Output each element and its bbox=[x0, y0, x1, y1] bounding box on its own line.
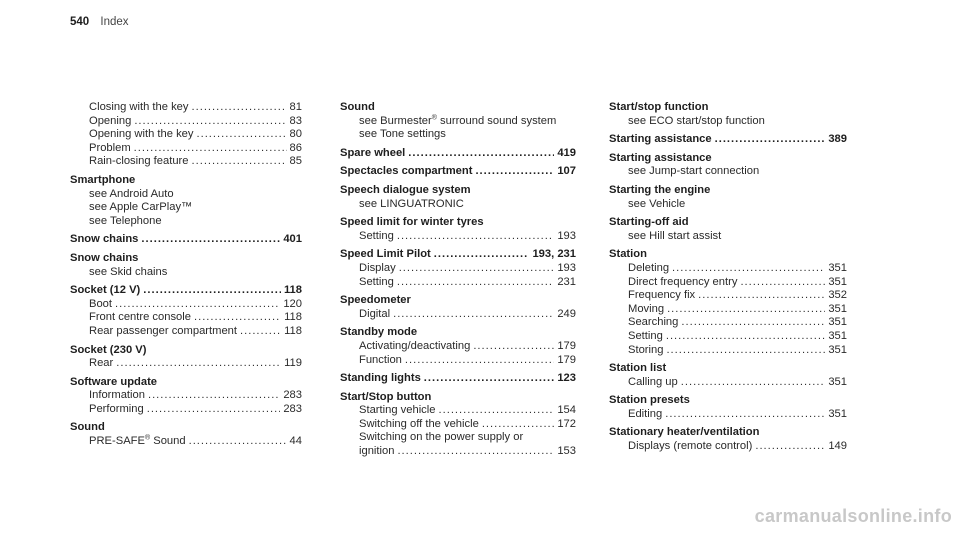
page-reference: 154 bbox=[557, 404, 576, 417]
page-reference: 172 bbox=[557, 417, 576, 430]
page-number: 540 bbox=[70, 16, 90, 28]
dot-leader bbox=[473, 340, 554, 354]
subentry-text: Information bbox=[89, 389, 145, 402]
index-heading bbox=[70, 344, 302, 358]
heading-text: Software update bbox=[70, 375, 158, 388]
heading-text: Speed limit for winter tyres bbox=[340, 216, 484, 229]
index-subentry bbox=[609, 115, 847, 129]
subentry-text: Searching bbox=[628, 316, 679, 329]
heading-text: Sound bbox=[70, 421, 105, 434]
subentry-text: see Burmester® surround sound system bbox=[359, 113, 557, 127]
page-reference: 179 bbox=[557, 353, 576, 366]
dot-leader bbox=[482, 418, 555, 432]
page-reference: 351 bbox=[828, 316, 847, 329]
index-heading bbox=[70, 284, 302, 298]
dot-leader bbox=[666, 344, 825, 358]
index-entry bbox=[609, 184, 847, 211]
index-entry bbox=[609, 426, 847, 453]
page-reference: 193, 231 bbox=[532, 248, 576, 261]
index-heading bbox=[70, 376, 302, 390]
page-reference: 419 bbox=[557, 146, 576, 159]
index-entry bbox=[70, 284, 302, 338]
index-subentry bbox=[70, 142, 302, 156]
dot-leader bbox=[115, 298, 280, 312]
index-subentry bbox=[340, 115, 576, 129]
subentry-text: see Android Auto bbox=[89, 187, 174, 200]
subentry-text: Boot bbox=[89, 297, 113, 310]
subentry-text: Performing bbox=[89, 402, 144, 415]
dot-leader bbox=[393, 308, 554, 322]
subentry-text: Opening bbox=[89, 114, 132, 127]
index-heading bbox=[70, 233, 302, 247]
heading-text: Socket (230 V) bbox=[70, 343, 147, 356]
page-reference: 351 bbox=[828, 302, 847, 315]
heading-text: Start/stop function bbox=[609, 101, 709, 113]
subentry-text: see Tone settings bbox=[359, 128, 446, 141]
subentry-text: see LINGUATRONIC bbox=[359, 197, 464, 210]
dot-leader bbox=[194, 311, 281, 325]
index-heading bbox=[340, 216, 576, 230]
index-heading bbox=[609, 248, 847, 262]
page-reference: 351 bbox=[828, 261, 847, 274]
index-subentry bbox=[340, 445, 576, 459]
dot-leader bbox=[196, 128, 286, 142]
index-entry bbox=[70, 376, 302, 417]
page-reference: 283 bbox=[283, 389, 302, 402]
page-reference: 107 bbox=[557, 165, 576, 178]
index-subentry bbox=[340, 418, 576, 432]
page-reference: 80 bbox=[289, 128, 302, 141]
dot-leader bbox=[397, 276, 554, 290]
index-heading bbox=[340, 391, 576, 405]
heading-text: Starting-off aid bbox=[609, 216, 689, 229]
index-subentry bbox=[70, 155, 302, 169]
page-reference: 118 bbox=[283, 284, 302, 297]
page-reference: 120 bbox=[283, 297, 302, 310]
heading-text: Snow chains bbox=[70, 233, 139, 246]
subentry-text: Starting vehicle bbox=[359, 404, 436, 417]
subentry-text: Frequency fix bbox=[628, 289, 696, 302]
page-reference: 193 bbox=[557, 229, 576, 242]
heading-text: Stationary heater/ventilation bbox=[609, 426, 760, 439]
index-subentry bbox=[609, 330, 847, 344]
index-heading bbox=[340, 294, 576, 308]
page-reference: 389 bbox=[828, 133, 847, 146]
page-reference: 351 bbox=[828, 407, 847, 420]
index-subentry bbox=[70, 298, 302, 312]
dot-leader bbox=[755, 440, 825, 454]
dot-leader bbox=[134, 115, 286, 129]
heading-text: Socket (12 V) bbox=[70, 284, 141, 297]
heading-text: Standing lights bbox=[340, 372, 421, 385]
dot-leader bbox=[408, 147, 554, 161]
index-entry bbox=[70, 174, 302, 228]
subentry-text: see Apple CarPlay™ bbox=[89, 201, 193, 214]
dot-leader bbox=[698, 289, 825, 303]
heading-text: Smartphone bbox=[70, 173, 136, 186]
index-subentry bbox=[609, 262, 847, 276]
heading-text: Station list bbox=[609, 362, 667, 375]
dot-leader bbox=[665, 408, 825, 422]
index-entry bbox=[70, 344, 302, 371]
heading-text: Starting the engine bbox=[609, 183, 711, 196]
subentry-text: Calling up bbox=[628, 375, 678, 388]
dot-leader bbox=[189, 435, 287, 449]
page-reference: 351 bbox=[828, 375, 847, 388]
index-subentry bbox=[609, 165, 847, 179]
dot-leader bbox=[399, 262, 555, 276]
index-subentry bbox=[340, 404, 576, 418]
dot-leader bbox=[405, 354, 554, 368]
index-subentry bbox=[340, 308, 576, 322]
dot-leader bbox=[192, 155, 287, 169]
subentry-text: Rear passenger compartment bbox=[89, 324, 237, 337]
heading-text: Snow chains bbox=[70, 251, 139, 264]
index-subentry bbox=[70, 101, 302, 115]
dot-leader bbox=[134, 142, 287, 156]
index-heading bbox=[609, 362, 847, 376]
index-heading bbox=[340, 326, 576, 340]
index-heading bbox=[609, 216, 847, 230]
watermark: carmanualsonline.info bbox=[754, 506, 952, 526]
heading-text: Starting assistance bbox=[609, 133, 712, 146]
index-entry bbox=[340, 294, 576, 321]
subentry-text: Activating/deactivating bbox=[359, 339, 471, 352]
index-entry bbox=[340, 372, 576, 386]
dot-leader bbox=[434, 248, 530, 262]
index-heading bbox=[609, 101, 847, 115]
index-heading bbox=[340, 101, 576, 115]
page-reference: 118 bbox=[284, 311, 302, 324]
page-reference: 83 bbox=[289, 114, 302, 127]
dot-leader bbox=[397, 445, 554, 459]
index-entry bbox=[340, 248, 576, 289]
index-subentry bbox=[340, 230, 576, 244]
index-subentry bbox=[70, 325, 302, 339]
index-subentry bbox=[340, 431, 576, 445]
index-subentry bbox=[70, 266, 302, 280]
subentry-text: Switching off the vehicle bbox=[359, 417, 479, 430]
index-heading bbox=[70, 421, 302, 435]
index-subentry bbox=[70, 128, 302, 142]
page-reference: 283 bbox=[283, 402, 302, 415]
index-heading bbox=[340, 248, 576, 262]
subentry-text: Problem bbox=[89, 141, 131, 154]
index-heading bbox=[609, 394, 847, 408]
index-subentry bbox=[609, 276, 847, 290]
subentry-text: Rear bbox=[89, 357, 114, 370]
page-header bbox=[70, 16, 129, 28]
index-heading bbox=[609, 133, 847, 147]
index-subentry bbox=[340, 128, 576, 142]
index-entry bbox=[340, 391, 576, 459]
dot-leader bbox=[439, 404, 555, 418]
index-entry bbox=[70, 421, 302, 448]
index-subentry bbox=[340, 198, 576, 212]
subentry-text: Function bbox=[359, 353, 402, 366]
subentry-text: Setting bbox=[628, 329, 663, 342]
subentry-text: Deleting bbox=[628, 261, 670, 274]
index-subentry bbox=[609, 230, 847, 244]
index-entry bbox=[70, 252, 302, 279]
page-reference: 351 bbox=[828, 329, 847, 342]
page-reference: 193 bbox=[557, 261, 576, 274]
index-heading bbox=[340, 165, 576, 179]
dot-leader bbox=[397, 230, 554, 244]
index-subentry bbox=[70, 403, 302, 417]
subentry-text: see Skid chains bbox=[89, 265, 168, 278]
page-reference: 44 bbox=[289, 435, 302, 448]
subentry-text: Editing bbox=[628, 407, 663, 420]
subentry-text: Storing bbox=[628, 343, 664, 356]
index-subentry bbox=[340, 340, 576, 354]
index-heading bbox=[340, 147, 576, 161]
index-entry bbox=[340, 165, 576, 179]
page-reference: 149 bbox=[828, 440, 847, 453]
index-entry bbox=[609, 101, 847, 128]
index-subentry bbox=[70, 389, 302, 403]
index-entry bbox=[609, 394, 847, 421]
index-entry bbox=[340, 326, 576, 367]
index-entry bbox=[340, 147, 576, 161]
dot-leader bbox=[715, 133, 826, 147]
index-column-1 bbox=[70, 101, 302, 449]
dot-leader bbox=[667, 303, 825, 317]
index-subentry bbox=[340, 354, 576, 368]
heading-text: Standby mode bbox=[340, 326, 418, 339]
page-reference: 352 bbox=[828, 289, 847, 302]
subentry-text: Opening with the key bbox=[89, 128, 194, 141]
index-heading bbox=[609, 184, 847, 198]
index-entry bbox=[609, 152, 847, 179]
index-entry bbox=[609, 133, 847, 147]
index-entry bbox=[609, 248, 847, 357]
index-heading bbox=[340, 372, 576, 386]
subentry-text: PRE-SAFE® Sound bbox=[89, 434, 186, 448]
index-subentry bbox=[70, 188, 302, 202]
subentry-text: Setting bbox=[359, 229, 394, 242]
page-reference: 153 bbox=[557, 445, 576, 458]
page-reference: 351 bbox=[828, 275, 847, 288]
heading-text: Speed Limit Pilot bbox=[340, 248, 431, 261]
page-reference: 351 bbox=[828, 343, 847, 356]
subentry-text: Rain-closing feature bbox=[89, 155, 189, 168]
heading-text: Sound bbox=[340, 101, 375, 113]
index-subentry bbox=[70, 201, 302, 215]
dot-leader bbox=[147, 403, 281, 417]
index-subentry bbox=[70, 311, 302, 325]
subentry-text: Setting bbox=[359, 275, 394, 288]
subentry-text: Displays (remote control) bbox=[628, 440, 753, 453]
heading-text: Starting assistance bbox=[609, 151, 712, 164]
index-entry bbox=[609, 362, 847, 389]
index-subentry bbox=[340, 276, 576, 290]
index-subentry bbox=[609, 344, 847, 358]
index-entry bbox=[340, 184, 576, 211]
dot-leader bbox=[672, 262, 825, 276]
subentry-text: Moving bbox=[628, 302, 665, 315]
subentry-text: Closing with the key bbox=[89, 101, 189, 113]
index-heading bbox=[609, 426, 847, 440]
dot-leader bbox=[143, 284, 281, 298]
subentry-text: Direct frequency entry bbox=[628, 275, 738, 288]
page-reference: 179 bbox=[557, 339, 576, 352]
subentry-text: Display bbox=[359, 261, 396, 274]
index-subentry bbox=[609, 408, 847, 422]
index-heading bbox=[70, 252, 302, 266]
index-heading bbox=[340, 184, 576, 198]
index-entry bbox=[70, 101, 302, 169]
heading-text: Spectacles compartment bbox=[340, 165, 473, 178]
index-subentry bbox=[70, 357, 302, 371]
heading-text: Spare wheel bbox=[340, 146, 406, 159]
index-subentry bbox=[70, 115, 302, 129]
subentry-text: see ECO start/stop function bbox=[628, 114, 765, 127]
index-entry bbox=[70, 233, 302, 247]
page-reference: 123 bbox=[557, 372, 576, 385]
index-column-2 bbox=[340, 101, 576, 459]
dot-leader bbox=[148, 389, 280, 403]
dot-leader bbox=[475, 165, 554, 179]
subentry-text: ignition bbox=[359, 445, 395, 458]
dot-leader bbox=[666, 330, 825, 344]
heading-text: Start/Stop button bbox=[340, 390, 432, 403]
page-title: Index bbox=[100, 16, 129, 28]
subentry-text: Front centre console bbox=[89, 311, 191, 324]
subentry-text: see Jump-start connection bbox=[628, 165, 760, 178]
subentry-text: Switching on the power supply or bbox=[359, 431, 524, 444]
page-reference: 85 bbox=[289, 155, 302, 168]
heading-text: Station presets bbox=[609, 394, 690, 407]
page-reference: 401 bbox=[283, 233, 302, 246]
page-reference: 231 bbox=[557, 275, 576, 288]
index-heading bbox=[70, 174, 302, 188]
index-subentry bbox=[609, 198, 847, 212]
page-reference: 81 bbox=[289, 101, 302, 113]
index-subentry bbox=[609, 316, 847, 330]
subentry-text: see Hill start assist bbox=[628, 229, 722, 242]
heading-text: Speedometer bbox=[340, 294, 411, 307]
index-entry bbox=[340, 216, 576, 243]
index-subentry bbox=[340, 262, 576, 276]
subentry-text: Digital bbox=[359, 307, 391, 320]
index-entry bbox=[609, 216, 847, 243]
dot-leader bbox=[681, 316, 825, 330]
index-entry bbox=[340, 101, 576, 142]
dot-leader bbox=[681, 376, 826, 390]
index-heading bbox=[609, 152, 847, 166]
heading-text: Station bbox=[609, 248, 647, 261]
page-reference: 86 bbox=[289, 141, 302, 154]
dot-leader bbox=[740, 276, 825, 290]
page-reference: 118 bbox=[284, 324, 302, 337]
dot-leader bbox=[116, 357, 281, 371]
index-subentry bbox=[70, 215, 302, 229]
dot-leader bbox=[424, 372, 555, 386]
dot-leader bbox=[240, 325, 281, 339]
index-subentry bbox=[609, 303, 847, 317]
subentry-text: see Vehicle bbox=[628, 197, 686, 210]
dot-leader bbox=[141, 233, 280, 247]
index-subentry bbox=[609, 376, 847, 390]
heading-text: Speech dialogue system bbox=[340, 183, 471, 196]
index-subentry bbox=[70, 435, 302, 449]
page-reference: 249 bbox=[557, 307, 576, 320]
page-reference: 119 bbox=[284, 357, 302, 370]
subentry-text: see Telephone bbox=[89, 214, 162, 227]
index-subentry bbox=[609, 289, 847, 303]
index-subentry bbox=[609, 440, 847, 454]
index-column-3 bbox=[609, 101, 847, 454]
dot-leader bbox=[192, 101, 287, 115]
